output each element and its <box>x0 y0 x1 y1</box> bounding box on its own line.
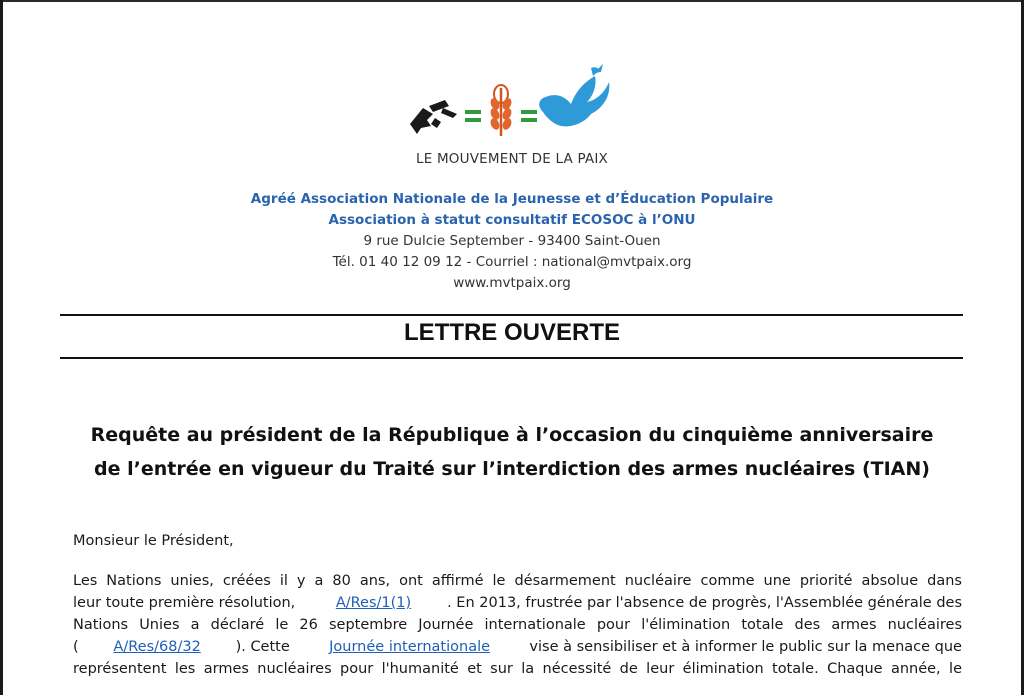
wheat-icon <box>489 85 513 136</box>
accreditation-line: Agréé Association Nationale de la Jeunesse et d’Éducation Populaire <box>250 191 774 207</box>
resolution-link-a-res-1-1[interactable]: A/Res/1(1) <box>335 595 412 611</box>
ecosoc-status-line: Association à statut consultatif ECOSOC à l’ONU <box>328 212 696 228</box>
page-edge-top <box>0 0 1024 2</box>
organization-name: LE MOUVEMENT DE LA PAIX <box>416 151 608 167</box>
salutation: Monsieur le Président, <box>73 533 234 549</box>
line-text: ( <box>73 639 79 655</box>
paragraph-line: Les Nations unies, créées il y a 80 ans, ont affirmé le désarmement nucléaire comme une priorité absolue dans <box>73 573 962 589</box>
subject-line-1: Requête au président de la République à l’occasion du cinquième anniversaire <box>90 424 934 446</box>
postal-address: 9 rue Dulcie September - 93400 Saint-Ouen <box>363 233 661 249</box>
page-edge-left <box>0 0 3 695</box>
contact-line: Tél. 01 40 12 09 12 - Courriel : national@mvtpaix.org <box>332 254 692 270</box>
title-rule-top <box>60 314 963 316</box>
line-text: . En 2013, frustrée par l'absence de progrès, l'Assemblée générale des <box>447 595 962 611</box>
equals-sign-icon <box>521 110 537 122</box>
dove-icon <box>539 64 609 126</box>
subject-line-2: de l’entrée en vigueur du Traité sur l’interdiction des armes nucléaires (TIAN) <box>94 458 930 480</box>
paragraph-line <box>73 592 962 614</box>
document-type-title: LETTRE OUVERTE <box>403 319 620 346</box>
line-text: ). Cette <box>235 639 295 655</box>
line-text: leur toute première résolution, <box>73 595 300 611</box>
paragraph-line: représentent les armes nucléaires pour l'humanité et sur la nécessité de leur élimination totale. Chaque année, le <box>73 661 962 677</box>
resolution-link-a-res-68-32[interactable]: A/Res/68/32 <box>113 639 201 655</box>
title-rule-bottom <box>60 357 963 359</box>
website-line: www.mvtpaix.org <box>453 275 571 291</box>
paragraph-line <box>73 636 962 658</box>
broken-weapon-icon <box>410 100 457 134</box>
journee-internationale-link[interactable]: Journée internationale <box>329 639 491 655</box>
paragraph-line: Nations Unies a déclaré le 26 septembre Journée internationale pour l'élimination totale des armes nucléaires <box>73 617 962 633</box>
equals-sign-icon <box>465 110 481 122</box>
line-text: vise à sensibiliser et à informer le public sur la menace que <box>524 639 962 655</box>
mouvement-paix-logo <box>405 62 615 144</box>
body-paragraph <box>73 570 962 680</box>
